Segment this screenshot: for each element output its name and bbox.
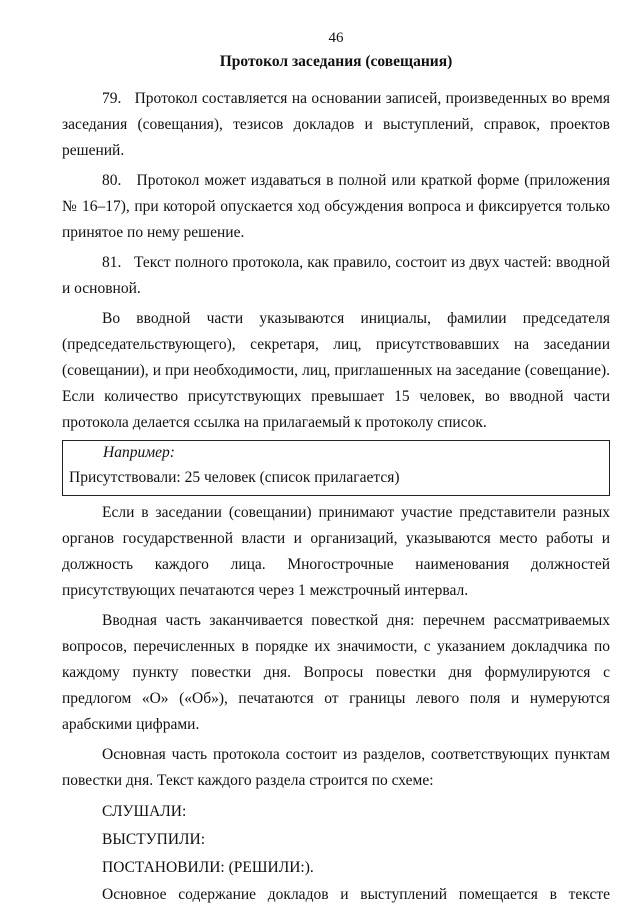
paragraph-final: Основное содержание докладов и выступлений помещается в тексте <box>102 886 610 903</box>
paragraph-agenda: Вводная часть заканчивается повесткой дня: перечнем рассматриваемых вопросов, перечисленных в порядке их значимости, с указанием докладчика по каждому пункту повестки дня. Вопросы повестки дня формулируются с предлогом «О» («Об»), печатаются от границы левого поля и нумеруются арабскими цифрами. <box>62 612 610 733</box>
page-number: 46 <box>328 30 344 46</box>
example-text: Присутствовали: 25 человек (список прилагается) <box>69 469 400 486</box>
paragraph-representatives: Если в заседании (совещании) принимают участие представители разных органов государственной власти и организаций, указываются место работы и должность каждого лица. Многострочные наименования должностей присутствующих печатаются через 1 межстрочный интервал. <box>62 504 610 599</box>
scheme-line-heard: СЛУШАЛИ: <box>102 803 187 820</box>
paragraph-80: 80. Протокол может издаваться в полной или краткой форме (приложения № 16–17), при которой опускается ход обсуждения вопроса и фиксируется только принятое по нему решение. <box>62 172 610 241</box>
paragraph-79: 79. Протокол составляется на основании записей, произведенных во время заседания (совещания), тезисов докладов и выступлений, справок, проектов решений. <box>62 90 610 159</box>
scheme-line-spoke: ВЫСТУПИЛИ: <box>102 831 206 848</box>
document-body <box>62 86 610 912</box>
scheme-line-decided: ПОСТАНОВИЛИ: (РЕШИЛИ:). <box>102 859 314 876</box>
section-title: Протокол заседания (совещания) <box>219 53 453 70</box>
example-label: Например: <box>103 444 175 461</box>
example-box <box>62 440 610 496</box>
paragraph-81: 81. Текст полного протокола, как правило, состоит из двух частей: вводной и основной. <box>62 254 610 297</box>
paragraph-intro-part: Во вводной части указываются инициалы, фамилии председателя (председательствующего), секретаря, лиц, присутствовавших на заседании (совещании), и при необходимости, лиц, приглашенных на заседание (совещание). Если количество присутствующих превышает 15 человек, во вводной части протокола делается ссылка на прилагаемый к протоколу список. <box>62 310 610 431</box>
paragraph-main-part: Основная часть протокола состоит из разделов, соответствующих пунктам повестки дня. Текст каждого раздела строится по схеме: <box>62 746 610 789</box>
